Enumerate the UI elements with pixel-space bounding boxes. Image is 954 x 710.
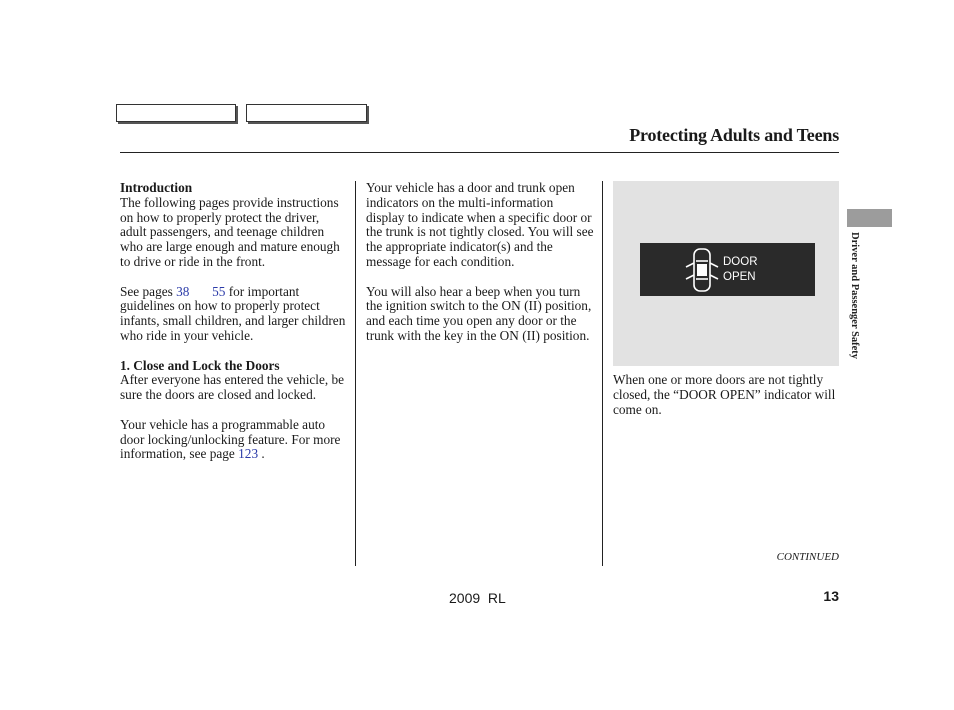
column-divider-2 [602,181,603,566]
page-number: 13 [823,588,839,604]
display-line-1: DOOR [723,256,758,268]
display-line-2: OPEN [723,271,756,283]
page-link-38[interactable]: 38 [176,283,190,299]
column-2 [366,181,594,359]
beep-paragraph: You will also hear a beep when you turn the ignition switch to the ON (II) position, and each time you open any door or the trunk with the key in the ON (II) position. [366,283,592,343]
title-rule [120,152,839,153]
section-label: Driver and Passenger Safety [849,232,860,360]
auto-lock-post: . [258,446,265,462]
nav-box-1 [116,104,236,122]
step-section [120,359,348,403]
intro-text: The following pages provide instructions on how to properly protect the driver, adult passengers, and teenage children who are large enough and mature enough to drive or ride in the front. [120,194,340,269]
page-title: Protecting Adults and Teens [629,125,839,145]
auto-lock-paragraph [120,418,348,462]
figure-caption: When one or more doors are not tightly closed, the “DOOR OPEN” indicator will come on. [613,372,836,417]
column-divider-1 [355,181,356,566]
door-open-display-text [723,255,758,285]
page-link-123[interactable]: 123 [238,446,259,462]
page-link-55[interactable]: 55 [212,283,226,299]
see-pages-post: for important guidelines on how to properly protect infants, small children, and larger children who ride in your vehicle. [120,283,346,343]
column-1 [120,181,348,477]
multi-info-display [640,243,815,296]
indicator-paragraph: Your vehicle has a door and trunk open indicators on the multi-information display to indicate when a specific door or the trunk is not tightly closed. You will see the appropriate indicator(s) and the message for each condition. [366,180,594,269]
step-text: After everyone has entered the vehicle, be sure the doors are closed and locked. [120,372,345,403]
auto-lock-pre: Your vehicle has a programmable auto door locking/unlocking feature. For more information, see page [120,416,341,462]
door-open-figure [613,181,839,366]
model-label: 2009 RL [449,590,506,606]
intro-heading: Introduction [120,180,193,195]
car-doors-open-icon [682,245,722,295]
continued-label: CONTINUED [776,551,839,563]
section-tab [847,209,892,227]
see-pages-pre: See pages [120,283,177,299]
see-pages-paragraph [120,285,348,344]
nav-box-2 [246,104,367,122]
intro-section [120,181,348,270]
step-heading: 1. Close and Lock the Doors [120,357,280,373]
